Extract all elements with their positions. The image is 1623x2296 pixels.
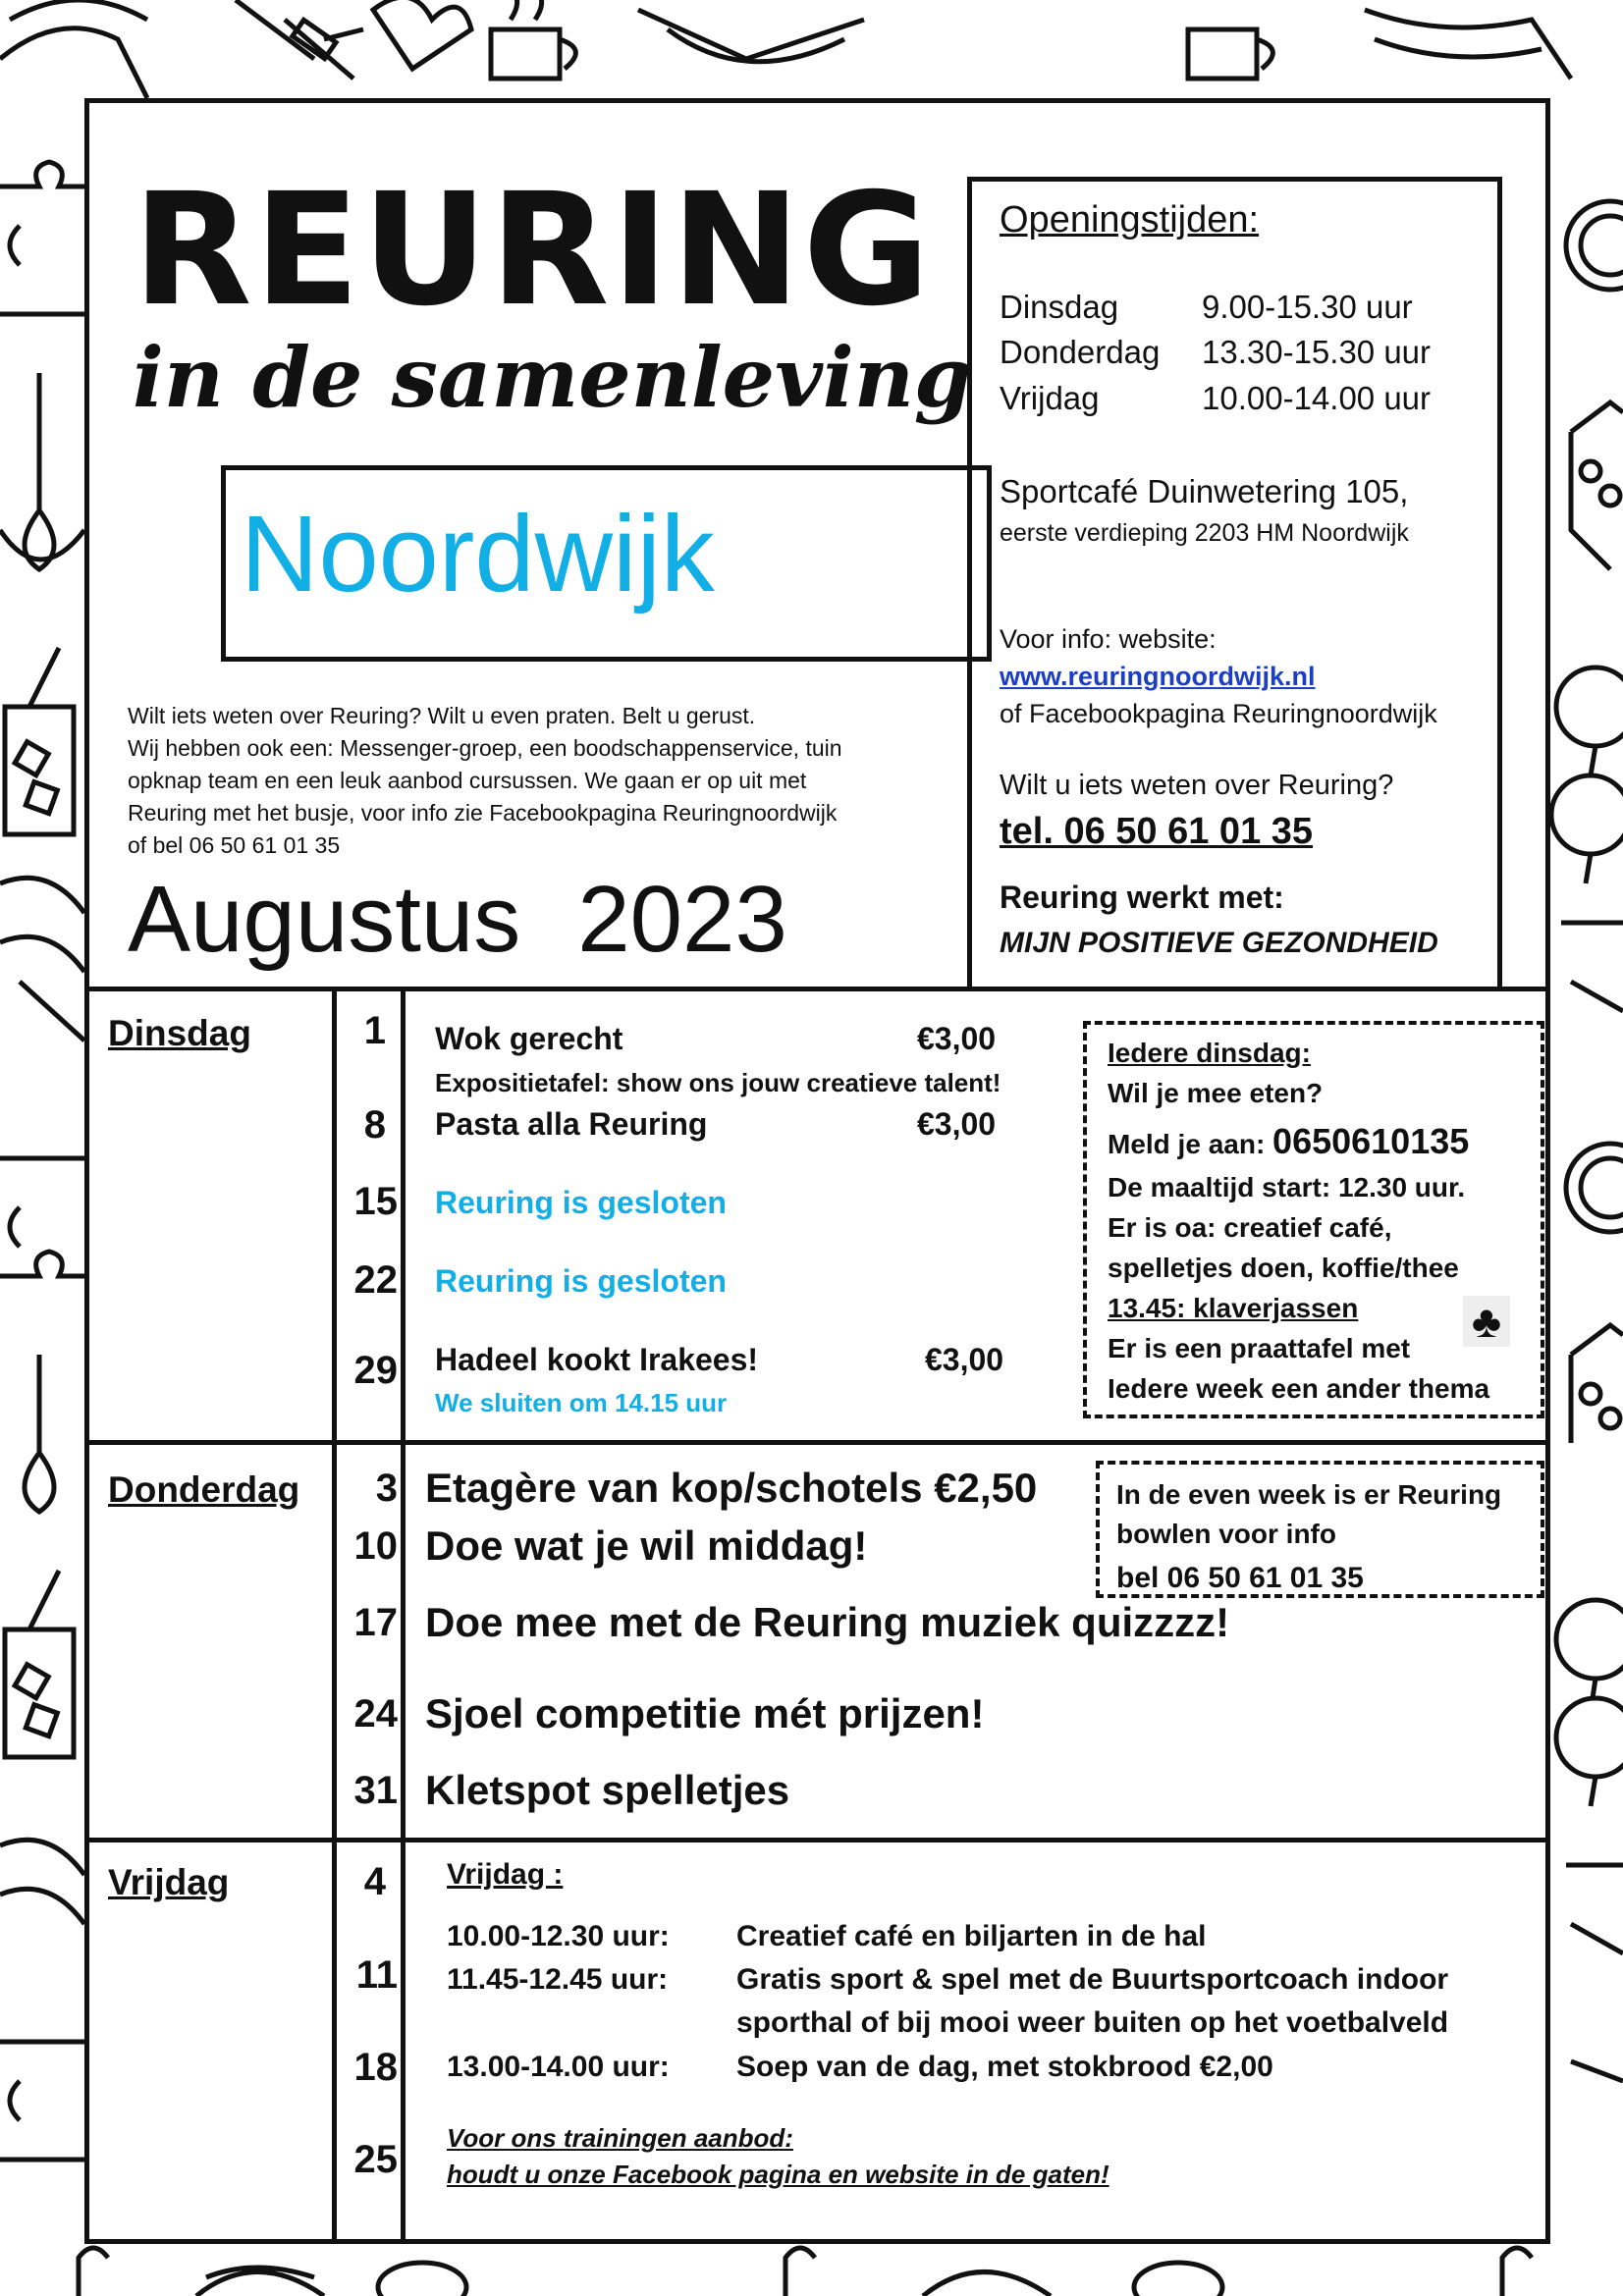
schedule-time: 13.00-14.00 uur: [447, 2051, 670, 2083]
intro-line: Reuring met het busje, voor info zie Facebookpagina Reuringnoordwijk [128, 800, 838, 826]
schedule-activity: Gratis sport & spel met de Buurtsportcoach indoor [736, 1963, 1449, 1996]
divider [401, 987, 406, 2244]
candy-cane-icon [785, 2248, 815, 2296]
hours-row [1000, 285, 1413, 330]
ladle-icon [0, 373, 84, 569]
puzzle-icon [0, 1158, 84, 1276]
hours-time: 9.00-15.30 uur [1202, 289, 1413, 325]
date-number: 17 [353, 1601, 398, 1644]
date-number: 31 [353, 1769, 398, 1812]
activity-note: Expositietafel: show ons jouw creatieve talent! [435, 1068, 1001, 1097]
activity: Hadeel kookt Irakees! [435, 1342, 759, 1377]
price: €3,00 [917, 1021, 997, 1056]
activity: Sjoel competitie mét prijzen! [425, 1690, 985, 1736]
pan-icon [1566, 201, 1623, 290]
puzzle-icon [1561, 923, 1623, 1011]
activity: Kletspot spelletjes [425, 1767, 790, 1813]
date-number: 8 [363, 1103, 386, 1147]
intro-text [128, 700, 943, 862]
puzzle-icon [1566, 1865, 1623, 2081]
club-icon: ♣ [1463, 1296, 1510, 1347]
pan-icon [378, 2263, 466, 2296]
date-number: 29 [353, 1349, 398, 1392]
cup-icon [491, 0, 575, 79]
pie-slice-icon [196, 2268, 324, 2296]
box-line: bowlen voor info [1116, 1519, 1336, 1549]
box-label: Meld je aan: [1108, 1129, 1273, 1159]
pie-slice-icon [0, 1840, 84, 1924]
box-line: Er is een praattafel met [1108, 1333, 1411, 1363]
activity: Etagère van kop/schotels €2,50 [425, 1465, 1038, 1511]
lamp-icon [1571, 1325, 1623, 1443]
date-number: 10 [353, 1524, 398, 1568]
date-number: 1 [363, 1009, 386, 1052]
hours-day: Donderdag [1000, 334, 1161, 370]
day-label-thursday: Donderdag [108, 1469, 300, 1510]
website-link[interactable]: www.reuringnoordwijk.nl [1000, 662, 1316, 691]
box-line: In de even week is er Reuring [1116, 1479, 1502, 1510]
question-text: Wilt u iets weten over Reuring? [1000, 770, 1394, 801]
hours-time: 10.00-14.00 uur [1202, 380, 1432, 416]
month-heading [128, 866, 787, 974]
box-line [1108, 1122, 1469, 1164]
intro-line: Wij hebben ook een: Messenger-groep, een boodschappenservice, tuin [128, 735, 842, 761]
activity: Doe wat je wil middag! [425, 1522, 868, 1569]
drink-glass-icon [5, 648, 74, 834]
info-label: Voor info: website: [1000, 624, 1217, 654]
divider [84, 1838, 1550, 1842]
schedule-time: 11.45-12.45 uur: [447, 1963, 669, 1996]
candy-cane-icon [1502, 2248, 1532, 2296]
balloons-icon [1551, 667, 1623, 883]
date-number: 24 [353, 1692, 398, 1735]
month-name: Augustus [128, 867, 521, 972]
puzzle-icon [0, 2042, 84, 2160]
poster-subtitle: in de samenleving [133, 329, 972, 426]
heart-cake-icon [373, 0, 471, 69]
phone-number: tel. 06 50 61 01 35 [1000, 811, 1314, 852]
works-with-label: Reuring werkt met: [1000, 880, 1284, 915]
footer-note: Voor ons trainingen aanbod: [447, 2123, 793, 2153]
city-name: Noordwijk [241, 494, 715, 614]
closed-notice: Reuring is gesloten [435, 1263, 727, 1299]
balloons-icon [1556, 1600, 1623, 1806]
opening-hours-heading: Openingstijden: [1000, 199, 1260, 240]
hours-row [1000, 330, 1432, 375]
box-line: 13.45: klaverjassen [1108, 1293, 1359, 1323]
pie-slice-icon [0, 878, 84, 1041]
box-heading: Iedere dinsdag: [1108, 1038, 1311, 1068]
schedule-activity: sporthal of bij mooi weer buiten op het voetbalveld [736, 2006, 1449, 2039]
hours-day: Dinsdag [1000, 289, 1119, 325]
hours-day: Vrijdag [1000, 380, 1100, 416]
activity: Doe mee met de Reuring muziek quizzzz! [425, 1599, 1230, 1645]
year: 2023 [577, 867, 787, 972]
poster-title: REURING [133, 160, 933, 341]
box-line: Er is oa: creatief café, [1108, 1212, 1392, 1243]
closed-notice: Reuring is gesloten [435, 1185, 727, 1220]
friday-heading: Vrijdag : [447, 1858, 564, 1891]
address: Sportcafé Duinwetering 105, [1000, 473, 1409, 509]
cake-icon [638, 10, 864, 62]
date-number: 3 [375, 1467, 398, 1510]
divider [332, 987, 337, 2244]
schedule-time: 10.00-12.30 uur: [447, 1920, 670, 1952]
activity: Pasta alla Reuring [435, 1106, 708, 1142]
day-label-tuesday: Dinsdag [108, 1013, 251, 1053]
date-number: 4 [363, 1860, 386, 1903]
footer-note: houdt u onze Facebook pagina en website in de gaten! [447, 2160, 1109, 2189]
address-line-2: eerste verdieping 2203 HM Noordwijk [1000, 519, 1409, 547]
pan-icon [1134, 2263, 1222, 2296]
box-phone: 0650610135 [1272, 1121, 1470, 1161]
box-line: bel 06 50 61 01 35 [1116, 1562, 1364, 1594]
date-number: 11 [355, 1953, 398, 1997]
schedule-activity: Soep van de dag, met stokbrood €2,00 [736, 2051, 1273, 2083]
box-line: Iedere week een ander thema [1108, 1373, 1490, 1404]
drink-glass-icon [5, 1571, 74, 1757]
candy-cane-icon [79, 2248, 108, 2296]
schedule-activity: Creatief café en biljarten in de hal [736, 1920, 1207, 1952]
pie-slice-icon [0, 0, 147, 98]
divider [84, 1440, 1550, 1445]
program-name: MIJN POSITIEVE GEZONDHEID [1000, 927, 1438, 959]
pan-icon [1566, 1144, 1623, 1232]
date-number: 22 [353, 1258, 398, 1302]
fork-icon [236, 0, 363, 79]
price: €3,00 [917, 1106, 997, 1142]
cake-icon [1365, 10, 1571, 79]
facebook-text: of Facebookpagina Reuringnoordwijk [1000, 699, 1437, 728]
intro-line: Wilt iets weten over Reuring? Wilt u even praten. Belt u gerust. [128, 703, 756, 728]
puzzle-icon [0, 162, 84, 314]
date-number: 25 [353, 2138, 398, 2181]
intro-line: opknap team en een leuk aanbod cursussen. We gaan er op uit met [128, 768, 807, 793]
date-number: 18 [353, 2046, 398, 2089]
lamp-icon [1571, 402, 1623, 569]
pie-slice-icon [923, 2272, 1051, 2296]
ladle-icon [25, 1355, 54, 1512]
activity: Wok gerecht [435, 1021, 623, 1056]
activity-note: We sluiten om 14.15 uur [435, 1388, 728, 1417]
cup-icon [1188, 29, 1272, 79]
hours-time: 13.30-15.30 uur [1202, 334, 1432, 370]
day-label-friday: Vrijdag [108, 1862, 230, 1902]
divider [84, 987, 1550, 991]
box-line: Wil je mee eten? [1108, 1078, 1324, 1108]
price: €3,00 [925, 1342, 1004, 1377]
box-line: spelletjes doen, koffie/thee [1108, 1253, 1459, 1283]
intro-line: of bel 06 50 61 01 35 [128, 832, 341, 858]
hours-row [1000, 376, 1432, 421]
box-line: De maaltijd start: 12.30 uur. [1108, 1172, 1466, 1202]
date-number: 15 [353, 1180, 398, 1223]
